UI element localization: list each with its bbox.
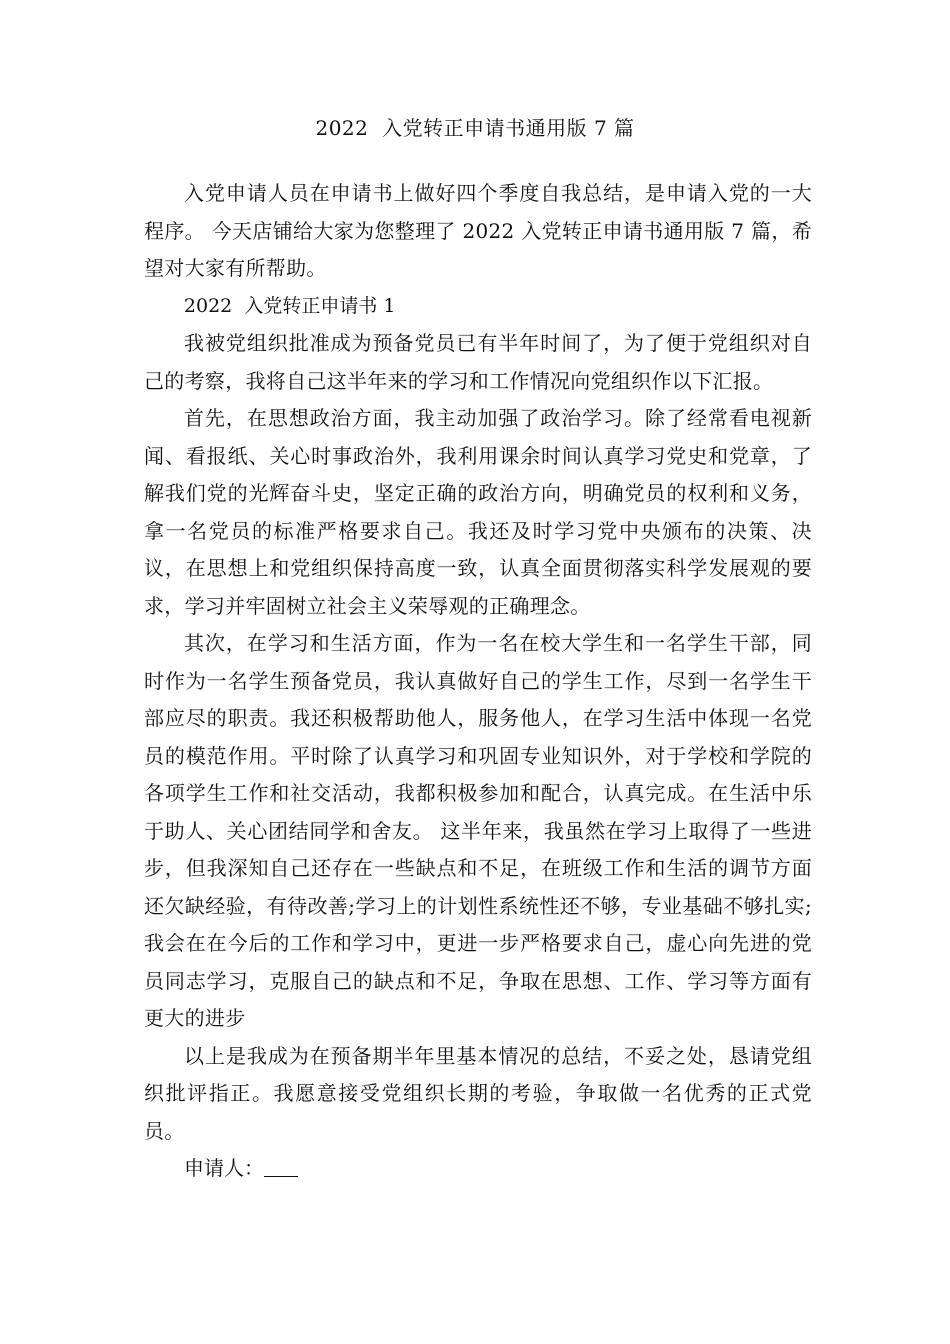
signature-label: 申请人：: [184, 1156, 264, 1180]
signature-blank: [264, 1156, 298, 1177]
document-title: 2022 入党转正申请书通用版 7 篇: [315, 116, 635, 140]
body-paragraph-2: 首先，在思想政治方面，我主动加强了政治学习。除了经常看电视新闻、看报纸、关心时事政治外，我利用课余时间认真学习党史和党章，了解我们党的光辉奋斗史，坚定正确的政治方向，明确党员的权利和义务，拿一名党员的标准严格要求自己。我还及时学习党中央颁布的决策、决议，在思想上和党组织保持高度一致，认真全面贯彻落实科学发展观的要求，学习并牢固树立社会主义荣辱观的正确理念。: [144, 406, 812, 618]
signature-line: [144, 1150, 812, 1188]
body-paragraph-3: 其次，在学习和生活方面，作为一名在校大学生和一名学生干部，同时作为一名学生预备党员，我认真做好自己的学生工作，尽到一名学生干部应尽的职责。我还积极帮助他人，服务他人，在学习生活中体现一名党员的模范作用。平时除了认真学习和巩固专业知识外，对于学校和学院的各项学生工作和社交活动，我都积极参加和配合，认真完成。在生活中乐于助人、关心团结同学和舍友。 这半年来，我虽然在学习上取得了一些进步，但我深知自己还存在一些缺点和不足，在班级工作和生活的调节方面还欠缺经验，有待改善;学习上的计划性系统性还不够，专业基础不够扎实;我会在在今后的工作和学习中，更进一步严格要求自己，虚心向先进的党员同志学习，克服自己的缺点和不足，争取在思想、工作、学习等方面有更大的进步: [144, 631, 812, 1030]
document-body: [144, 175, 812, 1188]
body-paragraph-1: 我被党组织批准成为预备党员已有半年时间了，为了便于党组织对自己的考察，我将自己这半年来的学习和工作情况向党组织作以下汇报。: [144, 331, 812, 393]
section-heading: 2022 入党转正申请书 1: [183, 294, 396, 317]
body-paragraph-4: 以上是我成为在预备期半年里基本情况的总结，不妥之处，恳请党组织批评指正。我愿意接受党组织长期的考验，争取做一名优秀的正式党员。: [144, 1043, 812, 1143]
intro-paragraph: 入党申请人员在申请书上做好四个季度自我总结，是申请入党的一大程序。 今天店铺给大家为您整理了 2022 入党转正申请书通用版 7 篇，希望对大家有所帮助。: [144, 181, 812, 280]
